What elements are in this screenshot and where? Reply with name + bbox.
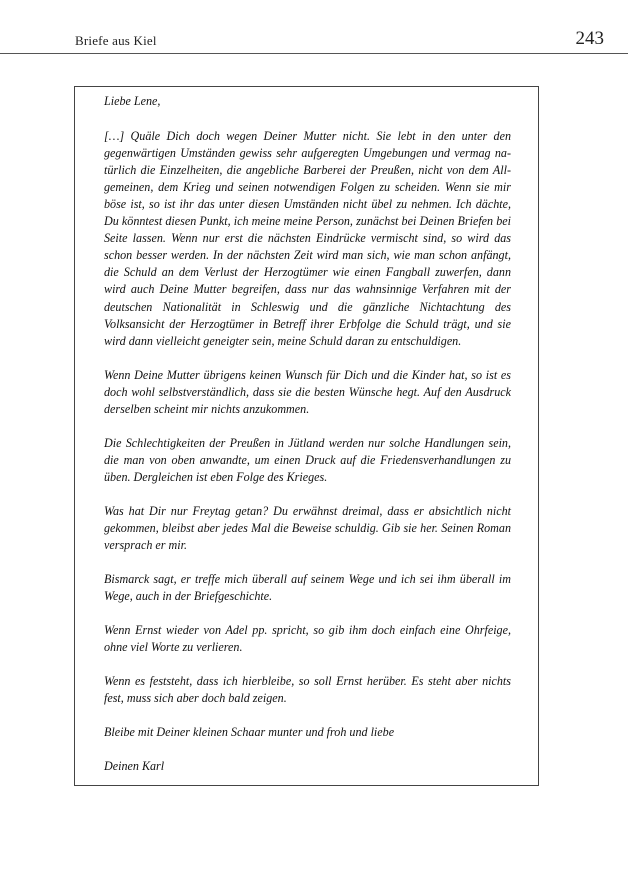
letter-paragraph: Die Schlechtigkeiten der Preußen in Jütland werden nur solche Handlungen sein, die man von oben anwandte, um einen Druck auf die Friedensverhandlungen zu üben. Dergleichen ist eben Folge des Krieges.: [104, 435, 511, 484]
letter-paragraph: […] Quäle Dich doch wegen Deiner Mutter nicht. Sie lebt in den unter den gegenwärtigen Umständen gewiss sehr aufgeregten Umgebungen und vermag natürlich die Einzelheiten, die angebliche Barberei der Preußen, nicht von dem Allgemeinen, dem Krieg und seinen notwendigen Folgen zu scheiden. Wenn sie mir böse ist, so ist ihr das unter diesen Umständen nicht übel zu nehmen. Ich dächte, Du könntest diesen Punkt, ich meine meine Person, zunächst bei Deinen Briefen bei Seite lassen. Wenn nur erst die nächsten Eindrücke vermischt sind, so wird das schon besser werden. In der nächsten Zeit wird man sich, wie man schon anfängt, die Schuld an dem Verlust der Herzogtümer wie einen Fangball zuwerfen, dann wird auch Deine Mutter begreifen, dass nur das wahnsinnige Verfahren mit der deutschen Nationalität in Schleswig und die gänzliche Nichtachtung des Volksansicht der Herzogtümer in Betreff ihrer Erbfolge die Schuld trägt, und sie wird dann vielleicht geneigter sein, meine Schuld daran zu entschuldigen.: [104, 129, 511, 348]
page-header: [0, 0, 628, 54]
letter-paragraph: Bleibe mit Deiner kleinen Schaar munter und froh und liebe: [104, 725, 395, 740]
letter-salutation: Liebe Lene,: [104, 94, 161, 108]
letter-paragraph: Wenn es feststeht, dass ich hierbleibe, so soll Ernst herüber. Es steht aber nichts fest, muss sich aber doch bald zeigen.: [104, 674, 511, 706]
letter-paragraph: Was hat Dir nur Freytag getan? Du erwähnst dreimal, dass er absichtlich nicht gekommen, bleibst aber jedes Mal die Beweise schuldig. Gib sie her. Seinen Roman versprach er mir.: [104, 503, 511, 553]
running-title: Briefe aus Kiel: [75, 33, 157, 48]
letter-paragraph: Bismarck sagt, er treffe mich überall auf seinem Wege und ich sei ihm überall im Wege, auch in der Briefgeschichte.: [104, 572, 511, 604]
letter-signature: Deinen Karl: [104, 759, 165, 774]
page-number: 243: [575, 28, 604, 49]
letter-box: [74, 86, 539, 786]
letter-paragraph: Wenn Deine Mutter übrigens keinen Wunsch für Dich und die Kinder hat, so ist es doch wohl selbstverständlich, dass sie die besten Wünsche hegt. Auf den Ausdruck derselben scheint mir nichts anzukommen.: [104, 367, 511, 416]
letter-paragraph: Wenn Ernst wieder von Adel pp. spricht, so gib ihm doch einfach eine Ohrfeige, ohne viel Worte zu verlieren.: [104, 623, 511, 655]
